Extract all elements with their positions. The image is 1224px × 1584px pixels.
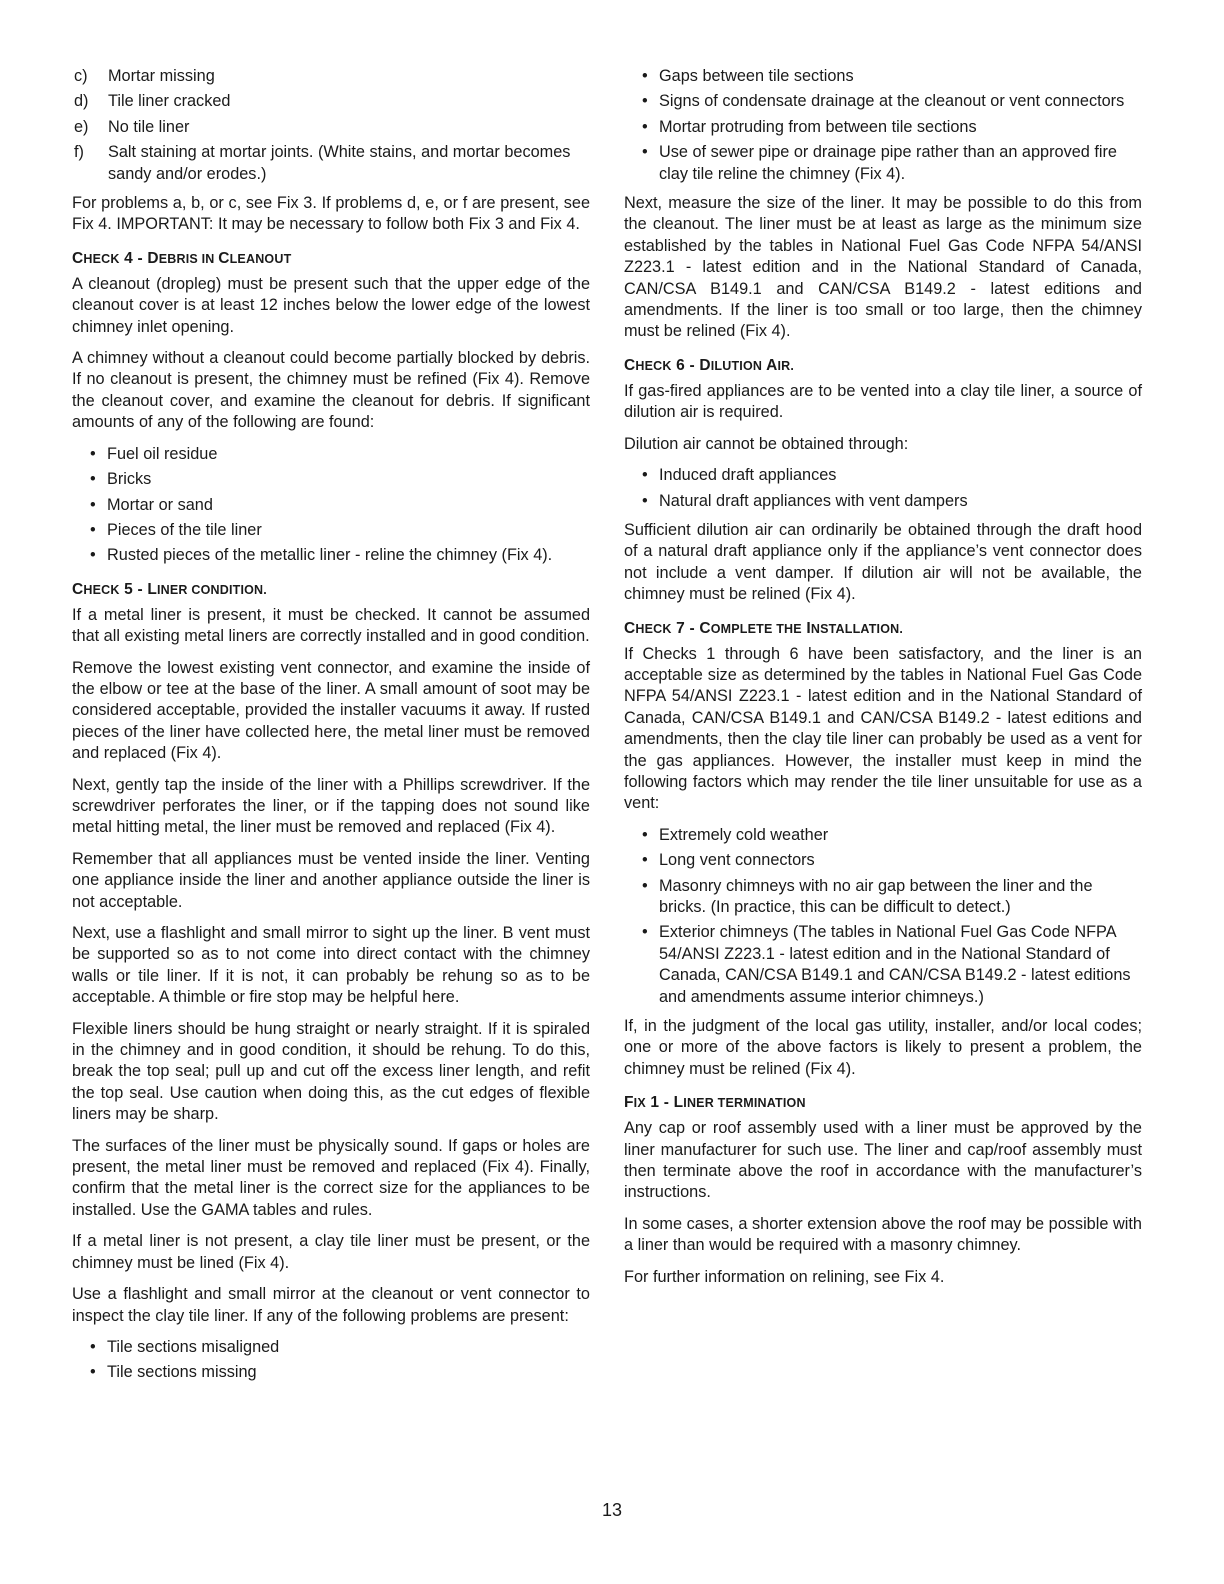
- list-item: • Mortar protruding from between tile sections: [624, 117, 1142, 138]
- list-item: • Rusted pieces of the metallic liner - reline the chimney (Fix 4).: [72, 545, 590, 566]
- paragraph: If, in the judgment of the local gas utility, installer, and/or local codes; one or more of the above factors is likely to present a problem, the chimney must be relined (Fix 4).: [624, 1017, 1142, 1078]
- left-column: [72, 66, 590, 1392]
- paragraph: Next, use a flashlight and small mirror to sight up the liner. B vent must be supported so as to not come into direct contact with the chimney walls or tile liner. If it is not, it can probably be rehung so as to be acceptable. A thimble or fire stop may be helpful here.: [72, 924, 590, 1007]
- list-item: • Bricks: [72, 469, 590, 490]
- list-item: • Gaps between tile sections: [624, 66, 1142, 87]
- list-item: • Fuel oil residue: [72, 444, 590, 465]
- list-item: e) No tile liner: [74, 117, 190, 136]
- tile-problem-list-continued: [624, 66, 1142, 185]
- list-item: • Exterior chimneys (The tables in National Fuel Gas Code NFPA 54/ANSI Z223.1 - latest edition and in the National Standard of Canada, CAN/CSA B149.1 and CAN/CSA B149.2 - latest editions and amendments assume interior chimneys.): [624, 922, 1142, 1008]
- paragraph: If a metal liner is not present, a clay tile liner must be present, or the chimney must be lined (Fix 4).: [72, 1232, 590, 1272]
- paragraph: Use a flashlight and small mirror at the cleanout or vent connector to inspect the clay tile liner. If any of the following problems are present:: [72, 1285, 590, 1325]
- list-item: • Induced draft appliances: [624, 465, 1142, 486]
- right-column: [624, 66, 1142, 1298]
- paragraph: For further information on relining, see Fix 4.: [624, 1267, 945, 1286]
- dilution-air-list: [624, 465, 1142, 512]
- paragraph: If a metal liner is present, it must be checked. It cannot be assumed that all existing metal liners are correctly installed and in good condition.: [72, 605, 590, 646]
- list-item: • Mortar or sand: [72, 495, 590, 516]
- paragraph: In some cases, a shorter extension above the roof may be possible with a liner than would be required with a masonry chimney.: [624, 1214, 1142, 1255]
- unsuitable-factors-list: [624, 825, 1142, 1008]
- paragraph: Remove the lowest existing vent connector, and examine the inside of the elbow or tee at the base of the liner. A small amount of soot may be considered acceptable, provided the installer vacuums it away. If rusted pieces of the liner have collected here, the metal liner must be removed and replaced (Fix 4).: [72, 658, 590, 763]
- list-item: • Use of sewer pipe or drainage pipe rather than an approved fire clay tile reline the chimney (Fix 4).: [624, 142, 1142, 185]
- list-item: d) Tile liner cracked: [74, 92, 231, 111]
- section-heading-fix-1: FIX 1 - LINER TERMINATION: [624, 1094, 806, 1112]
- list-item: • Tile sections missing: [72, 1362, 590, 1383]
- paragraph: For problems a, b, or c, see Fix 3. If problems d, e, or f are present, see Fix 4. IMPORTANT: It may be necessary to follow both Fix 3 and Fix 4.: [72, 194, 590, 234]
- paragraph: Next, measure the size of the liner. It may be possible to do this from the cleanout. The liner must be at least as large as the minimum size established by the tables in National Fuel Gas Code NFPA 54/ANSI Z223.1 - latest edition and in the National Standard of Canada, CAN/CSA B149.1 and CAN/CSA B149.2 - latest editions and amendments. If the liner is too small or too large, then the chimney must be relined (Fix 4).: [624, 194, 1142, 341]
- section-heading-check-7: CHECK 7 - COMPLETE THE INSTALLATION.: [624, 619, 904, 637]
- paragraph: The surfaces of the liner must be physically sound. If gaps or holes are present, the metal liner must be removed and replaced (Fix 4). Finally, confirm that the metal liner is the correct size for the appliances to be installed. Use the GAMA tables and rules.: [72, 1136, 590, 1219]
- paragraph: A cleanout (dropleg) must be present such that the upper edge of the cleanout cover is at least 12 inches below the lower edge of the lowest chimney inlet opening.: [72, 274, 590, 336]
- paragraph: If Checks 1 through 6 have been satisfactory, and the liner is an acceptable size as determined by the tables in National Fuel Gas Code NFPA 54/ANSI Z223.1 - latest edition and in the National Standard of Canada, CAN/CSA B149.1 and CAN/CSA B149.2 - latest editions and amendments, then the clay tile liner can probably be used as a vent for the gas appliances. However, the installer must keep in mind the following factors which may render the tile liner unsuitable for use as a vent:: [624, 644, 1142, 813]
- paragraph: A chimney without a cleanout could become partially blocked by debris. If no cleanout is present, the chimney must be refined (Fix 4). Remove the cleanout cover, and examine the cleanout for debris. If significant amounts of any of the following are found:: [72, 349, 590, 432]
- tile-problem-list: [72, 1337, 590, 1384]
- section-heading-check-6: CHECK 6 - DILUTION AIR.: [624, 356, 795, 374]
- list-item: c) Mortar missing: [74, 67, 215, 85]
- debris-list: [72, 444, 590, 567]
- paragraph: Any cap or roof assembly used with a liner must be approved by the liner manufacturer for such use. The liner and cap/roof assembly must then terminate above the roof in accordance with the manufacturer’s instructions.: [624, 1119, 1142, 1202]
- paragraph: If gas-fired appliances are to be vented into a clay tile liner, a source of dilution air is required.: [624, 381, 1142, 422]
- list-item: • Masonry chimneys with no air gap between the liner and the bricks. (In practice, this can be difficult to detect.): [624, 876, 1142, 919]
- list-item: f) Salt staining at mortar joints. (White stains, and mortar becomes sandy and/or erodes.): [74, 143, 571, 183]
- list-item: • Long vent connectors: [624, 850, 1142, 871]
- list-item: • Tile sections misaligned: [72, 1337, 590, 1358]
- section-heading-check-5: CHECK 5 - LINER CONDITION.: [72, 580, 267, 598]
- paragraph: Flexible liners should be hung straight or nearly straight. If it is spiraled in the chimney and in good condition, it should be rehung. To do this, break the top seal; pull up and cut off the excess liner length, and refit the top seal. Use caution when doing this, as the cut edges of flexible liners may be sharp.: [72, 1019, 590, 1124]
- list-item: • Extremely cold weather: [624, 825, 1142, 846]
- list-item: • Natural draft appliances with vent dampers: [624, 491, 1142, 512]
- paragraph: Remember that all appliances must be vented inside the liner. Venting one appliance inside the liner and another appliance outside the liner is not acceptable.: [72, 849, 590, 911]
- paragraph: Next, gently tap the inside of the liner with a Phillips screwdriver. If the screwdriver perforates the liner, or if the tapping does not sound like metal hitting metal, the liner must be removed and replaced (Fix 4).: [72, 775, 590, 837]
- paragraph: Dilution air cannot be obtained through:: [624, 434, 909, 453]
- section-heading-check-4: CHECK 4 - DEBRIS IN CLEANOUT: [72, 249, 292, 267]
- list-item: • Signs of condensate drainage at the cleanout or vent connectors: [624, 91, 1142, 112]
- list-item: • Pieces of the tile liner: [72, 520, 590, 541]
- paragraph: Sufficient dilution air can ordinarily be obtained through the draft hood of a natural draft appliance only if the appliance’s vent connector does not include a vent damper. If dilution air will not be available, the chimney must be relined (Fix 4).: [624, 520, 1142, 604]
- problem-list-c-f: [72, 66, 590, 185]
- page-number: 13: [601, 1500, 623, 1520]
